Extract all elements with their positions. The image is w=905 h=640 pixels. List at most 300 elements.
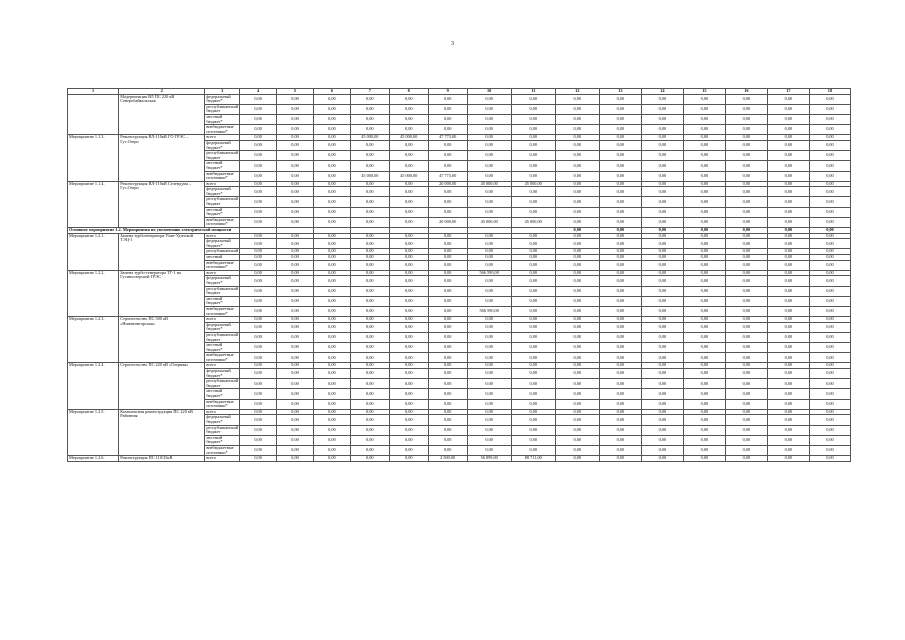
- cell-value: 0,00: [599, 409, 641, 415]
- funding-source: внебюджетные источники*: [205, 217, 240, 227]
- cell-value: 0,00: [389, 435, 428, 445]
- cell-value: 0,00: [809, 217, 850, 227]
- cell-value: 0,00: [767, 306, 809, 316]
- cell-value: 0,00: [313, 353, 350, 363]
- cell-value: 0,00: [725, 409, 767, 415]
- cell-value: 0,00: [313, 409, 350, 415]
- cell-value: 0,00: [725, 171, 767, 181]
- cell-value: 56 899,00: [467, 456, 511, 462]
- cell-value: 0,00: [240, 260, 277, 270]
- cell-value: 0,00: [555, 363, 599, 369]
- activity-code: Мероприятие 1.2.2.: [68, 270, 119, 316]
- cell-value: 0,00: [277, 140, 314, 150]
- cell-value: 0,00: [599, 332, 641, 342]
- cell-value: 0,00: [313, 332, 350, 342]
- funding-source: местный бюджет*: [205, 389, 240, 399]
- column-header: 16: [725, 89, 767, 95]
- cell-value: 0,00: [240, 161, 277, 171]
- funding-source: местный бюджет*: [205, 161, 240, 171]
- cell-value: 0,00: [350, 332, 389, 342]
- cell-value: 0,00: [428, 379, 467, 389]
- cell-value: 0,00: [683, 260, 725, 270]
- cell-value: 0,00: [467, 369, 511, 379]
- cell-value: 0,00: [555, 425, 599, 435]
- cell-value: 0,00: [599, 233, 641, 239]
- activity-name: Строительство ПС 220 кВ «Озерная»: [119, 363, 205, 409]
- cell-value: 0,00: [599, 114, 641, 124]
- cell-value: 0,00: [555, 389, 599, 399]
- cell-value: 0,00: [641, 135, 683, 141]
- cell-value: 0,00: [511, 409, 555, 415]
- funding-source: внебюджетные источники*: [205, 260, 240, 270]
- cell-value: 0,00: [350, 151, 389, 161]
- cell-value: 0,00: [599, 94, 641, 104]
- funding-source: всего: [205, 181, 240, 187]
- cell-value: 0,00: [389, 104, 428, 114]
- cell-value: 0,00: [467, 171, 511, 181]
- activity-name: Строительство ПС 500 кВ «Нижнеангарская»: [119, 317, 205, 363]
- cell-value: 0,00: [313, 171, 350, 181]
- cell-value: 0,00: [240, 197, 277, 207]
- cell-value: 0,00: [725, 187, 767, 197]
- table-row: [68, 456, 851, 462]
- cell-value: 0,00: [389, 207, 428, 217]
- cell-value: 0,00: [599, 255, 641, 261]
- cell-value: 0,00: [428, 343, 467, 353]
- cell-value: 0,00: [467, 255, 511, 261]
- cell-value: 0,00: [511, 369, 555, 379]
- cell-value: 0,00: [467, 332, 511, 342]
- cell-value: 0,00: [467, 260, 511, 270]
- cell-value: 0,00: [350, 276, 389, 286]
- cell-value: 0,00: [277, 399, 314, 409]
- cell-value: 0,00: [389, 353, 428, 363]
- cell-value: 0,00: [725, 135, 767, 141]
- cell-value: 0,00: [313, 369, 350, 379]
- cell-value: 0,00: [240, 151, 277, 161]
- cell-value: 0,00: [389, 369, 428, 379]
- cell-value: 0,00: [767, 296, 809, 306]
- cell-value: 0,00: [599, 296, 641, 306]
- cell-value: 0,00: [767, 399, 809, 409]
- cell-value: 0,00: [277, 389, 314, 399]
- cell-value: 0,00: [809, 207, 850, 217]
- cell-value: 0,00: [240, 270, 277, 276]
- cell-value: 0,00: [683, 181, 725, 187]
- cell-value: 0,00: [389, 306, 428, 316]
- cell-value: 0,00: [683, 399, 725, 409]
- cell-value: 0,00: [240, 249, 277, 255]
- cell-value: 0,00: [809, 249, 850, 255]
- cell-value: 0,00: [350, 114, 389, 124]
- cell-value: 0,00: [313, 276, 350, 286]
- cell-value: 0,00: [428, 306, 467, 316]
- cell-value: 0,00: [511, 270, 555, 276]
- cell-value: 0,00: [683, 94, 725, 104]
- cell-value: 0,00: [467, 233, 511, 239]
- cell-value: 0,00: [555, 228, 599, 234]
- cell-value: 0,00: [725, 94, 767, 104]
- cell-value: 566 590,00: [467, 306, 511, 316]
- cell-value: 0,00: [389, 276, 428, 286]
- cell-value: 0,00: [767, 435, 809, 445]
- funding-source: республиканский: [206, 248, 239, 254]
- cell-value: 0,00: [767, 270, 809, 276]
- cell-value: 0,00: [555, 151, 599, 161]
- cell-value: 0,00: [599, 104, 641, 114]
- cell-value: 0,00: [599, 445, 641, 455]
- cell-value: 0,00: [809, 114, 850, 124]
- cell-value: 0,00: [389, 425, 428, 435]
- cell-value: 0,00: [240, 435, 277, 445]
- cell-value: 0,00: [277, 207, 314, 217]
- cell-value: 0,00: [428, 255, 467, 261]
- cell-value: 0,00: [511, 276, 555, 286]
- cell-value: 0,00: [240, 322, 277, 332]
- cell-value: 0,00: [511, 445, 555, 455]
- cell-value: 0,00: [240, 399, 277, 409]
- cell-value: 0,00: [809, 181, 850, 187]
- cell-value: 0,00: [809, 369, 850, 379]
- cell-value: 0,00: [599, 435, 641, 445]
- cell-value: 0,00: [767, 260, 809, 270]
- cell-value: 0,00: [277, 306, 314, 316]
- cell-value: 0,00: [467, 104, 511, 114]
- cell-value: 0,00: [641, 425, 683, 435]
- cell-value: 0,00: [683, 363, 725, 369]
- cell-value: 0,00: [389, 217, 428, 227]
- cell-value: 0,00: [555, 322, 599, 332]
- cell-value: 0,00: [809, 187, 850, 197]
- cell-value: 0,00: [313, 239, 350, 249]
- cell-value: 0,00: [313, 249, 350, 255]
- funding-source: федеральный бюджет*: [205, 369, 240, 379]
- cell-value: 0,00: [511, 140, 555, 150]
- cell-value: 0,00: [389, 389, 428, 399]
- cell-value: 0,00: [767, 363, 809, 369]
- cell-value: 0,00: [240, 125, 277, 135]
- cell-value: 0,00: [809, 270, 850, 276]
- funding-source: федеральный бюджет*: [205, 140, 240, 150]
- cell-value: 0,00: [683, 255, 725, 261]
- cell-value: 0,00: [555, 296, 599, 306]
- cell-value: 0,00: [350, 217, 389, 227]
- cell-value: 0,00: [511, 94, 555, 104]
- cell-value: 0,00: [641, 239, 683, 249]
- cell-value: 0,00: [809, 425, 850, 435]
- cell-value: 0,00: [683, 104, 725, 114]
- cell-value: 0,00: [240, 239, 277, 249]
- cell-value: 566 590,00: [467, 270, 511, 276]
- cell-value: 0,00: [725, 379, 767, 389]
- cell-value: 0,00: [389, 187, 428, 197]
- cell-value: 0,00: [725, 228, 767, 234]
- cell-value: 0,00: [313, 181, 350, 187]
- cell-value: 0,00: [240, 187, 277, 197]
- column-header: 9: [428, 89, 467, 95]
- cell-value: 0,00: [511, 399, 555, 409]
- cell-value: 0,00: [641, 409, 683, 415]
- cell-value: 0,00: [389, 445, 428, 455]
- cell-value: 0,00: [350, 187, 389, 197]
- cell-value: 0,00: [641, 187, 683, 197]
- cell-value: 0,00: [809, 389, 850, 399]
- cell-value: 0,00: [725, 332, 767, 342]
- cell-value: 0,00: [725, 249, 767, 255]
- cell-value: 0,00: [350, 94, 389, 104]
- activity-name: Замена турбо-генератора ТГ-1 на Гусиноозерской ГРЭС: [119, 270, 205, 316]
- column-header: 1: [68, 89, 119, 95]
- cell-value: 0,00: [428, 369, 467, 379]
- cell-value: 0,00: [555, 317, 599, 323]
- cell-value: 0,00: [511, 233, 555, 239]
- cell-value: 0,00: [389, 161, 428, 171]
- funding-source: федеральный бюджет*: [205, 415, 240, 425]
- cell-value: 0,00: [809, 343, 850, 353]
- cell-value: 0,00: [683, 286, 725, 296]
- cell-value: 0,00: [277, 379, 314, 389]
- cell-value: 0,00: [277, 151, 314, 161]
- cell-value: 0,00: [350, 445, 389, 455]
- cell-value: 0,00: [277, 276, 314, 286]
- cell-value: 0,00: [599, 181, 641, 187]
- cell-value: 0,00: [240, 343, 277, 353]
- cell-value: 0,00: [555, 332, 599, 342]
- cell-value: 0,00: [809, 456, 850, 462]
- cell-value: 0,00: [599, 228, 641, 234]
- funding-source: федеральный бюджет*: [205, 187, 240, 197]
- funding-source: всего: [205, 409, 240, 415]
- cell-value: 0,00: [313, 456, 350, 462]
- cell-value: 0,00: [389, 456, 428, 462]
- activity-name: Модернизация ВЛ ПС 220 кВ Северобайкальская: [119, 94, 205, 135]
- cell-value: 0,00: [809, 415, 850, 425]
- cell-value: 0,00: [767, 228, 809, 234]
- funding-source: внебюджетные источники*: [205, 445, 240, 455]
- funding-source: республиканский бюджет: [206, 150, 239, 160]
- cell-value: 0,00: [350, 317, 389, 323]
- cell-value: 0,00: [683, 343, 725, 353]
- column-header: 13: [599, 89, 641, 95]
- cell-value: 0,00: [313, 435, 350, 445]
- cell-value: 0,00: [350, 286, 389, 296]
- cell-value: 0,00: [599, 161, 641, 171]
- cell-value: 0,00: [725, 260, 767, 270]
- cell-value: 0,00: [641, 114, 683, 124]
- cell-value: 0,00: [313, 151, 350, 161]
- activity-name: Комплексная реконструкция ПС 220 кВ Районная: [119, 409, 205, 455]
- cell-value: 0,00: [809, 125, 850, 135]
- cell-value: 0,00: [683, 239, 725, 249]
- funding-source: местный бюджет*: [205, 207, 240, 217]
- cell-value: 0,00: [767, 94, 809, 104]
- cell-value: 0,00: [599, 239, 641, 249]
- cell-value: 0,00: [683, 317, 725, 323]
- funding-source: всего: [205, 363, 240, 369]
- cell-value: 0,00: [277, 181, 314, 187]
- cell-value: 0,00: [511, 425, 555, 435]
- cell-value: 0,00: [767, 353, 809, 363]
- cell-value: 0,00: [555, 233, 599, 239]
- cell-value: 0,00: [511, 322, 555, 332]
- cell-value: 0,00: [350, 255, 389, 261]
- cell-value: 0,00: [511, 343, 555, 353]
- cell-value: 0,00: [725, 296, 767, 306]
- cell-value: 47 773,00: [428, 135, 467, 141]
- cell-value: 0,00: [599, 363, 641, 369]
- cell-value: 0,00: [240, 353, 277, 363]
- cell-value: 0,00: [599, 343, 641, 353]
- cell-value: 0,00: [809, 435, 850, 445]
- cell-value: 0,00: [641, 161, 683, 171]
- cell-value: 0,00: [511, 306, 555, 316]
- cell-value: 0,00: [467, 151, 511, 161]
- cell-value: 0,00: [725, 435, 767, 445]
- cell-value: 0,00: [725, 239, 767, 249]
- cell-value: 0,00: [555, 114, 599, 124]
- cell-value: 0,00: [725, 114, 767, 124]
- cell-value: 0,00: [555, 379, 599, 389]
- cell-value: 0,00: [277, 171, 314, 181]
- cell-value: 0,00: [511, 114, 555, 124]
- cell-value: 0,00: [809, 135, 850, 141]
- cell-value: 0,00: [428, 233, 467, 239]
- cell-value: 0,00: [555, 456, 599, 462]
- cell-value: 0,00: [511, 151, 555, 161]
- cell-value: 0,00: [767, 161, 809, 171]
- cell-value: 0,00: [389, 94, 428, 104]
- cell-value: 0,00: [767, 181, 809, 187]
- column-header: 18: [809, 89, 850, 95]
- cell-value: 0,00: [641, 286, 683, 296]
- cell-value: 0,00: [599, 197, 641, 207]
- cell-value: 0,00: [277, 233, 314, 239]
- cell-value: 0,00: [599, 140, 641, 150]
- column-header: 11: [511, 89, 555, 95]
- cell-value: 0,00: [511, 415, 555, 425]
- funding-source: внебюджетные источники*: [205, 306, 240, 316]
- cell-value: 0,00: [277, 114, 314, 124]
- cell-value: 0,00: [641, 435, 683, 445]
- cell-value: 0,00: [428, 270, 467, 276]
- funding-source: всего: [205, 270, 240, 276]
- cell-value: 0,00: [240, 415, 277, 425]
- funding-source: внебюджетные источники*: [205, 125, 240, 135]
- cell-value: 0,00: [313, 255, 350, 261]
- cell-value: 0,00: [511, 317, 555, 323]
- cell-value: 0,00: [641, 369, 683, 379]
- cell-value: 0,00: [240, 363, 277, 369]
- cell-value: 0,00: [555, 369, 599, 379]
- cell-value: 45 000,00: [467, 181, 511, 187]
- cell-value: 0,00: [725, 317, 767, 323]
- column-header: 12: [555, 89, 599, 95]
- cell-value: 0,00: [350, 425, 389, 435]
- funding-source: республиканский бюджет: [206, 378, 239, 388]
- cell-value: 0,00: [313, 363, 350, 369]
- cell-value: 0,00: [599, 207, 641, 217]
- cell-value: 0,00: [641, 270, 683, 276]
- cell-value: 0,00: [467, 415, 511, 425]
- cell-value: 0,00: [725, 363, 767, 369]
- cell-value: 0,00: [683, 276, 725, 286]
- cell-value: 0,00: [350, 125, 389, 135]
- cell-value: 0,00: [350, 343, 389, 353]
- cell-value: 0,00: [511, 239, 555, 249]
- activity-code: Мероприятие 1.2.6.: [68, 456, 119, 462]
- activity-name: Замена турбогенератора Улан-Удэнской ТЭЦ-1: [119, 233, 205, 270]
- cell-value: 0,00: [599, 399, 641, 409]
- cell-value: 0,00: [641, 363, 683, 369]
- cell-value: 0,00: [725, 181, 767, 187]
- cell-value: 0,00: [428, 389, 467, 399]
- activity-code: Мероприятие 1.2.5.: [68, 409, 119, 455]
- cell-value: 0,00: [240, 217, 277, 227]
- cell-value: 0,00: [428, 207, 467, 217]
- cell-value: 0,00: [511, 187, 555, 197]
- cell-value: 0,00: [389, 286, 428, 296]
- cell-value: 0,00: [555, 217, 599, 227]
- cell-value: 0,00: [240, 425, 277, 435]
- cell-value: 0,00: [511, 379, 555, 389]
- cell-value: 0,00: [277, 445, 314, 455]
- cell-value: 0,00: [725, 270, 767, 276]
- table-row: [68, 94, 851, 104]
- cell-value: 0,00: [240, 114, 277, 124]
- cell-value: 0,00: [313, 317, 350, 323]
- cell-value: 0,00: [277, 332, 314, 342]
- column-header: 14: [641, 89, 683, 95]
- funding-source: всего: [205, 233, 240, 239]
- funding-source: федеральный бюджет*: [205, 94, 240, 104]
- cell-value: 0,00: [809, 197, 850, 207]
- cell-value: 0,00: [555, 171, 599, 181]
- section-title: Основное мероприятие 1.2. Мероприятия по увеличению электрической мощности: [68, 228, 240, 234]
- cell-value: 0,00: [428, 332, 467, 342]
- cell-value: 0,00: [641, 255, 683, 261]
- cell-value: 0,00: [350, 270, 389, 276]
- cell-value: 0,00: [511, 104, 555, 114]
- cell-value: 0,00: [428, 415, 467, 425]
- cell-value: 0,00: [809, 379, 850, 389]
- cell-value: 0,00: [641, 306, 683, 316]
- cell-value: 0,00: [809, 286, 850, 296]
- cell-value: 0,00: [809, 353, 850, 363]
- cell-value: 0,00: [467, 445, 511, 455]
- cell-value: 0,00: [428, 161, 467, 171]
- cell-value: 0,00: [350, 161, 389, 171]
- cell-value: 0,00: [683, 171, 725, 181]
- cell-value: 0,00: [428, 94, 467, 104]
- cell-value: 0,00: [809, 255, 850, 261]
- page-number: 3: [451, 41, 454, 47]
- cell-value: 0,00: [313, 399, 350, 409]
- cell-value: 0,00: [467, 239, 511, 249]
- cell-value: 0,00: [555, 187, 599, 197]
- cell-value: 0,00: [809, 151, 850, 161]
- cell-value: 0,00: [389, 409, 428, 415]
- cell-value: 0,00: [350, 363, 389, 369]
- cell-value: 0,00: [428, 435, 467, 445]
- cell-value: 88 711,00: [511, 456, 555, 462]
- cell-value: 0,00: [599, 151, 641, 161]
- cell-value: 0,00: [725, 389, 767, 399]
- cell-value: 0,00: [350, 260, 389, 270]
- cell-value: 0,00: [428, 322, 467, 332]
- cell-value: 0,00: [683, 445, 725, 455]
- cell-value: 0,00: [683, 389, 725, 399]
- cell-value: 0,00: [767, 369, 809, 379]
